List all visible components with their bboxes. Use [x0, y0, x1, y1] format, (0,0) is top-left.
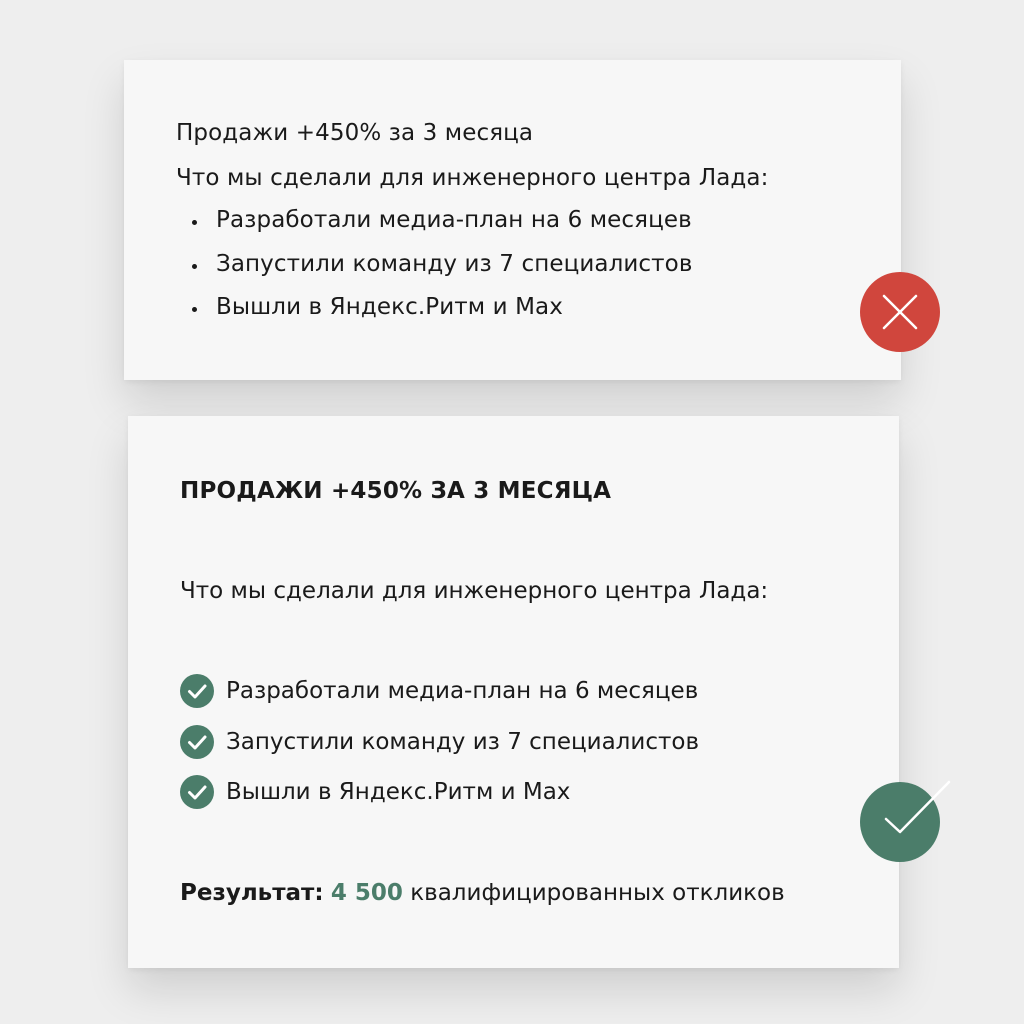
list-item-label: Запустили команду из 7 специалистов — [216, 251, 693, 277]
good-example-intro: Что мы сделали для инженерного центра Лада: — [180, 578, 769, 604]
check-circle-icon — [180, 674, 214, 708]
check-circle-icon — [180, 725, 214, 759]
close-icon — [860, 272, 940, 352]
bullet-icon — [192, 264, 197, 269]
bad-example-intro: Что мы сделали для инженерного центра Лада: — [176, 165, 769, 191]
result-value: 4 500 — [330, 880, 403, 906]
list-item-label: Запустили команду из 7 специалистов — [226, 729, 699, 755]
list-item-label: Разработали медиа-план на 6 месяцев — [226, 678, 699, 704]
bad-example-card — [124, 60, 901, 380]
check-circle-icon — [180, 775, 214, 809]
list-item-label: Вышли в Яндекс.Ритм и Max — [226, 779, 571, 805]
bullet-icon — [192, 220, 197, 225]
result-text: квалифицированных откликов — [410, 880, 785, 906]
good-example-title: ПРОДАЖИ +450% ЗА 3 МЕСЯЦА — [180, 478, 612, 504]
list-item-label: Вышли в Яндекс.Ритм и Max — [216, 294, 563, 320]
check-icon — [860, 782, 940, 862]
good-example-card — [128, 416, 899, 968]
list-item-label: Разработали медиа-план на 6 месяцев — [216, 207, 692, 233]
bad-example-title: Продажи +450% за 3 месяца — [176, 120, 534, 146]
result-label: Результат: — [180, 880, 324, 906]
bullet-icon — [192, 307, 197, 312]
result-line — [180, 878, 785, 908]
